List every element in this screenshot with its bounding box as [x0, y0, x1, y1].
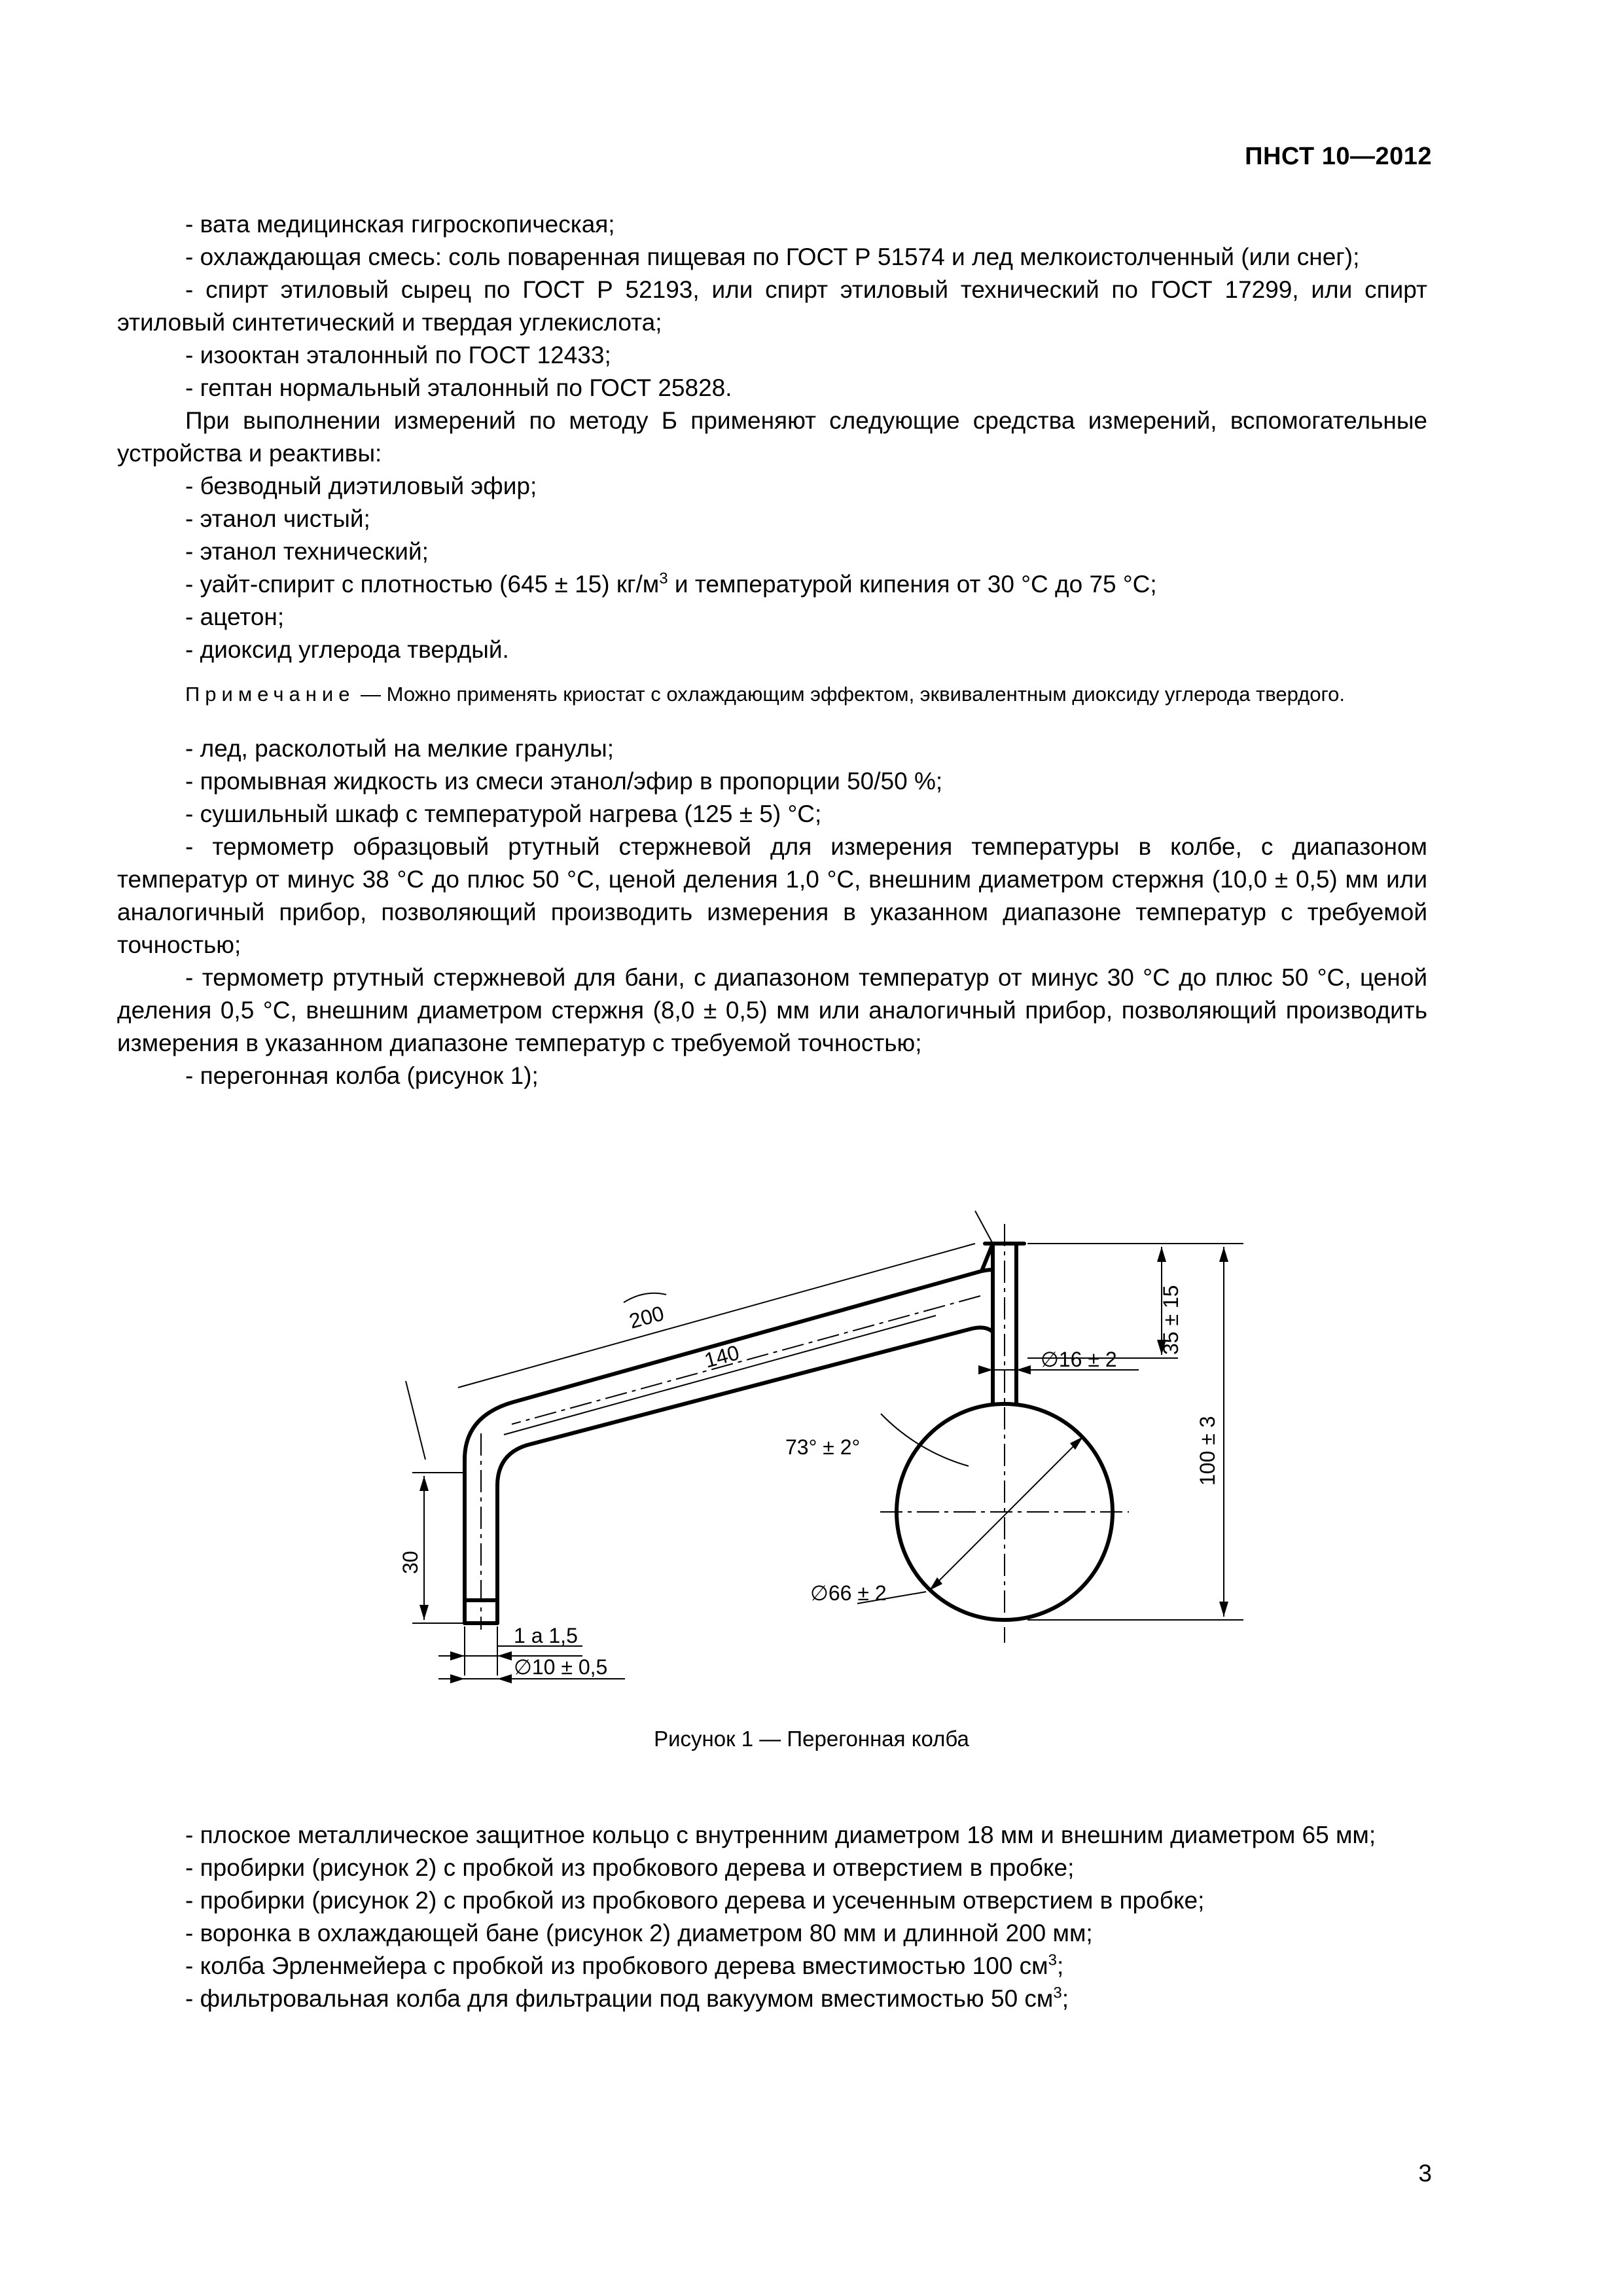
erlenmeyer-tail: ;: [1056, 1952, 1064, 1979]
label-vertical: 30: [399, 1551, 422, 1574]
list-item: - спирт этиловый сырец по ГОСТ Р 52193, или спирт этиловый технический по ГОСТ 17299, или спирт этиловый синтетический и твердая углекислота;: [117, 276, 1427, 336]
figure-caption: Рисунок 1 — Перегонная колба: [654, 1727, 969, 1751]
label-total-height: 100 ± 3: [1196, 1416, 1219, 1486]
list-item: - диоксид углерода твердый.: [185, 636, 509, 663]
list-item: - вата медицинская гигроскопическая;: [185, 211, 615, 238]
flask-drawing: [366, 1198, 1283, 1708]
document-id: ПНСТ 10—2012: [1245, 143, 1432, 170]
list-item: - гептан нормальный эталонный по ГОСТ 25828.: [185, 374, 732, 401]
list-item-erlenmeyer: [117, 1950, 1427, 1982]
label-neck-diameter: ∅16 ± 2: [1041, 1348, 1117, 1371]
note-label: Примечание: [185, 683, 355, 706]
list-item: - охлаждающая смесь: соль поваренная пищевая по ГОСТ Р 51574 и лед мелкоистолченный (или снег);: [185, 243, 1360, 270]
label-wall: 1 а 1,5: [514, 1624, 578, 1647]
white-spirit-tail: и температурой кипения от 30 °С до 75 °С;: [668, 571, 1157, 598]
list-item: - перегонная колба (рисунок 1);: [185, 1062, 539, 1089]
list-item: - изооктан эталонный по ГОСТ 12433;: [185, 342, 611, 368]
list-item: - промывная жидкость из смеси этанол/эфир в пропорции 50/50 %;: [185, 768, 943, 795]
list-item: - сушильный шкаф с температурой нагрева (125 ± 5) °С;: [185, 800, 822, 827]
page-number: 3: [1418, 2160, 1432, 2187]
note-text: — Можно применять криостат с охлаждающим эффектом, эквивалентным диоксиду углерода твердого.: [355, 683, 1345, 706]
label-length: 140: [702, 1340, 742, 1372]
label-arc-length: 200: [626, 1301, 667, 1333]
list-item: - этанол чистый;: [185, 505, 370, 532]
body-text-continued: [117, 1819, 1427, 2015]
list-item: - воронка в охлаждающей бане (рисунок 2) диаметром 80 мм и длинной 200 мм;: [185, 1920, 1093, 1946]
list-item: - термометр образцовый ртутный стержневой для измерения температуры в колбе, с диапазоном температур от минус 38 °С до плюс 50 °С, ценой деления 1,0 °С, внешним диаметром стержня (10,0 ± 0,5) мм или аналогичный прибор, позволяющий производить измерения в указанном диапазоне температур с требуемой точностью;: [117, 833, 1427, 958]
label-tube-diameter: ∅10 ± 0,5: [514, 1655, 608, 1679]
list-item: - этанол технический;: [185, 538, 429, 565]
list-item-white-spirit: [117, 568, 1427, 601]
list-item: - ацетон;: [185, 603, 285, 630]
filter-flask-text: - фильтровальная колба для фильтрации под вакуумом вместимостью 50 см: [185, 1985, 1054, 2012]
label-angle: 73° ± 2°: [785, 1435, 861, 1459]
list-item: - пробирки (рисунок 2) с пробкой из пробкового дерева и усеченным отверстием в пробке;: [185, 1887, 1205, 1914]
superscript: 3: [1053, 1984, 1062, 2002]
list-item: - пробирки (рисунок 2) с пробкой из пробкового дерева и отверстием в пробке;: [185, 1854, 1075, 1881]
superscript: 3: [1048, 1951, 1057, 1969]
label-bulb-diameter: ∅66 ± 2: [810, 1581, 887, 1605]
list-item: - плоское металлическое защитное кольцо с внутренним диаметром 18 мм и внешним диаметром 65 мм;: [185, 1821, 1376, 1848]
list-item: - безводный диэтиловый эфир;: [185, 473, 537, 499]
body-text: [117, 208, 1427, 1092]
tube-centerline: [512, 1296, 980, 1424]
white-spirit-text: - уайт-спирит с плотностью (645 ± 15) кг/м: [185, 571, 660, 598]
list-item-filter-flask: [117, 1982, 1427, 2015]
erlenmeyer-text: - колба Эрленмейера с пробкой из пробкового дерева вместимостью 100 см: [185, 1952, 1048, 1979]
figure-distillation-flask: [366, 1198, 1283, 1708]
method-b-intro: При выполнении измерений по методу Б применяют следующие средства измерений, вспомогательные устройства и реактивы:: [117, 407, 1427, 467]
superscript: 3: [659, 569, 668, 588]
list-item: - термометр ртутный стержневой для бани, с диапазоном температур от минус 30 °С до плюс 50 °С, ценой деления 0,5 °С, внешним диаметром стержня (8,0 ± 0,5) мм или аналогичный прибор, позволяющий производить измерения в указанном диапазоне температур с требуемой точностью;: [117, 964, 1427, 1056]
list-item: - лед, расколотый на мелкие гранулы;: [185, 735, 614, 762]
filter-flask-tail: ;: [1061, 1985, 1069, 2012]
label-neck-height: 35 ± 15: [1159, 1285, 1183, 1355]
note: [117, 679, 1427, 709]
